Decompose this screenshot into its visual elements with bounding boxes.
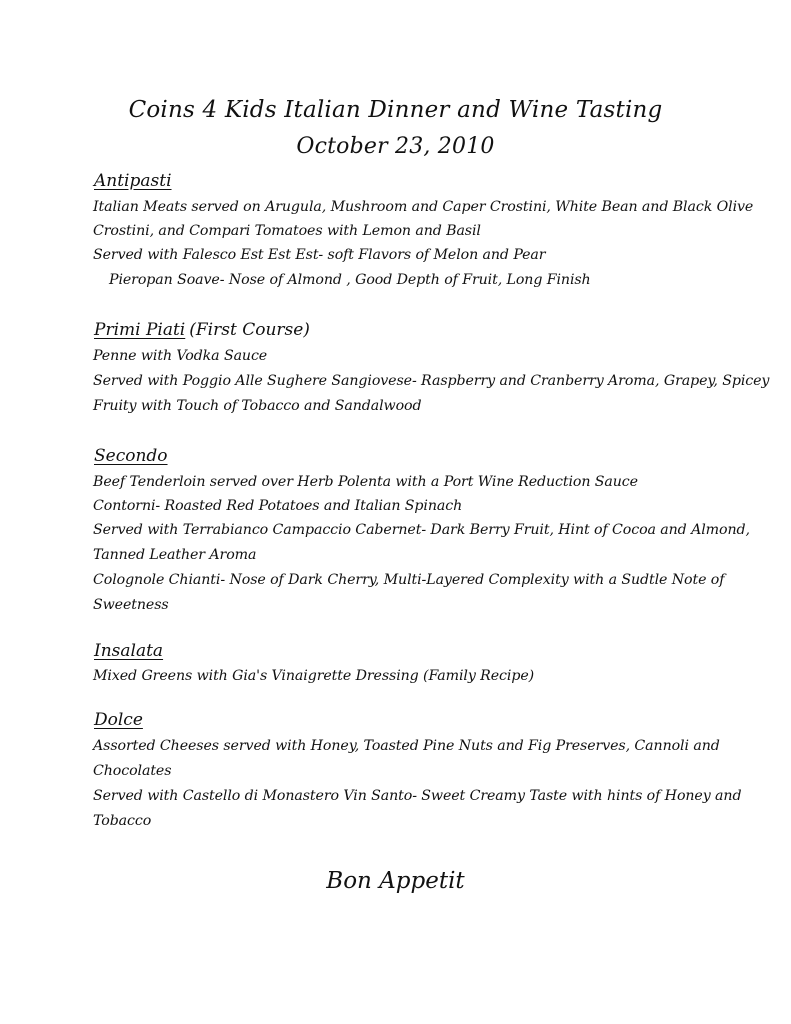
antipasti-line: Crostini, and Compari Tomatoes with Lemon and Basil — [93, 223, 481, 239]
secondo-line: Tanned Leather Aroma — [93, 547, 257, 563]
insalata-heading: Insalata — [94, 641, 164, 661]
secondo-line: Contorni- Roasted Red Potatoes and Italian Spinach — [93, 498, 463, 514]
dolce-heading: Dolce — [94, 710, 143, 730]
secondo-heading: Secondo — [94, 446, 168, 466]
dolce-line: Chocolates — [93, 763, 172, 779]
secondo-line: Served with Terrabianco Campaccio Cabernet- Dark Berry Fruit, Hint of Cocoa and Almond, — [93, 522, 750, 538]
antipasti-heading: Antipasti — [94, 171, 172, 191]
event-date: October 23, 2010 — [296, 134, 495, 159]
secondo-line: Sweetness — [93, 597, 169, 613]
antipasti-line: Served with Falesco Est Est Est- soft Flavors of Melon and Pear — [93, 247, 546, 263]
menu-title: Coins 4 Kids Italian Dinner and Wine Tasting — [128, 97, 663, 123]
primi-subheading: (First Course) — [189, 320, 310, 340]
secondo-line: Colognole Chianti- Nose of Dark Cherry, Multi-Layered Complexity with a Sudtle Note of — [93, 572, 725, 588]
insalata-line: Mixed Greens with Gia's Vinaigrette Dressing (Family Recipe) — [93, 668, 535, 684]
antipasti-line: Italian Meats served on Arugula, Mushroom and Caper Crostini, White Bean and Black Olive — [93, 199, 754, 215]
primi-heading-label: Primi Piati — [94, 320, 186, 340]
dolce-line: Assorted Cheeses served with Honey, Toasted Pine Nuts and Fig Preserves, Cannoli and — [93, 738, 720, 754]
secondo-line: Beef Tenderloin served over Herb Polenta with a Port Wine Reduction Sauce — [93, 474, 638, 490]
primi-line: Served with Poggio Alle Sughere Sangiovese- Raspberry and Cranberry Aroma, Grapey, Spicey — [93, 373, 770, 389]
dolce-line: Served with Castello di Monastero Vin Santo- Sweet Creamy Taste with hints of Honey and — [93, 788, 742, 804]
primi-heading — [94, 320, 310, 340]
primi-line: Penne with Vodka Sauce — [93, 348, 268, 364]
closing-text: Bon Appetit — [326, 868, 465, 894]
primi-line: Fruity with Touch of Tobacco and Sandalwood — [93, 398, 422, 414]
dolce-line: Tobacco — [93, 813, 152, 829]
antipasti-line: Pieropan Soave- Nose of Almond , Good Depth of Fruit, Long Finish — [109, 272, 591, 288]
